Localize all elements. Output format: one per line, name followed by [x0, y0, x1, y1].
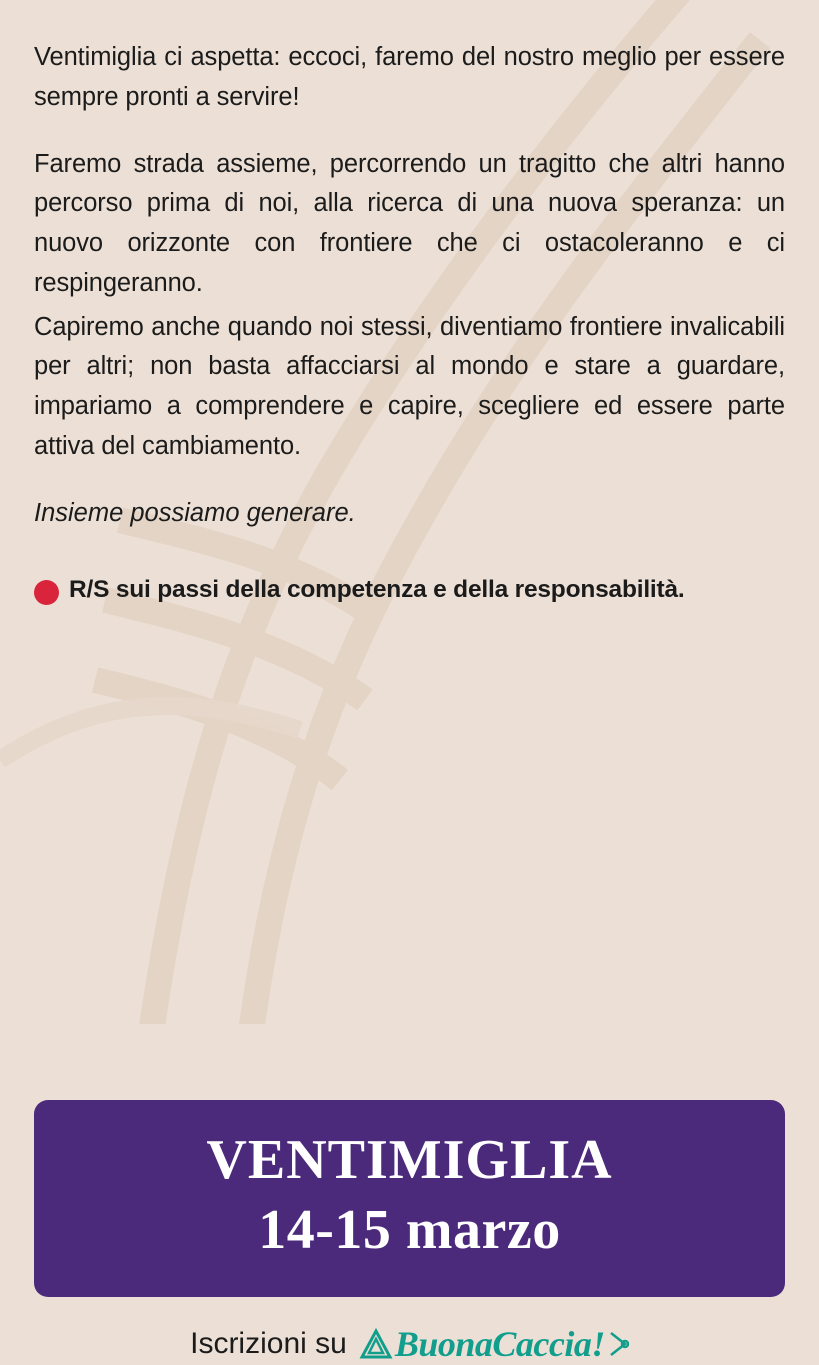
- buonacaccia-logo[interactable]: [359, 1323, 629, 1365]
- spacer: [34, 118, 785, 145]
- event-banner: [34, 1100, 785, 1297]
- emphasis-line: Insieme possiamo generare.: [34, 498, 356, 527]
- bullet-item-label: R/S sui passi della competenza e della responsabilità.: [69, 575, 685, 603]
- registration-footer: [0, 1323, 819, 1365]
- buonacaccia-tent-icon: [359, 1327, 393, 1361]
- compass-needle-icon: [607, 1327, 629, 1361]
- bullet-item: [34, 574, 785, 606]
- paragraph-intro: Ventimiglia ci aspetta: eccoci, faremo del nostro meglio per essere sempre pronti a servire!: [34, 43, 785, 111]
- paragraph-borders: Capiremo anche quando noi stessi, diventiamo frontiere invalicabili per altri; non basta affacciarsi al mondo e stare a guardare, impariamo a comprendere e capire, scegliere ed essere parte attiva del cambiamento.: [34, 312, 785, 460]
- buonacaccia-wordmark: BuonaCaccia!: [394, 1323, 605, 1364]
- paragraph-journey: Faremo strada assieme, percorrendo un tragitto che altri hanno percorso prima di noi, alla ricerca di una nuova speranza: un nuovo orizzonte con frontiere che ci ostacoleranno e ci respingeranno.: [34, 149, 785, 297]
- registration-label: Iscrizioni su: [190, 1326, 347, 1360]
- spacer-2: [34, 467, 785, 494]
- event-location: VENTIMIGLIA: [206, 1129, 613, 1191]
- event-dates: 14-15 marzo: [258, 1199, 561, 1262]
- red-circle-icon: [34, 580, 59, 605]
